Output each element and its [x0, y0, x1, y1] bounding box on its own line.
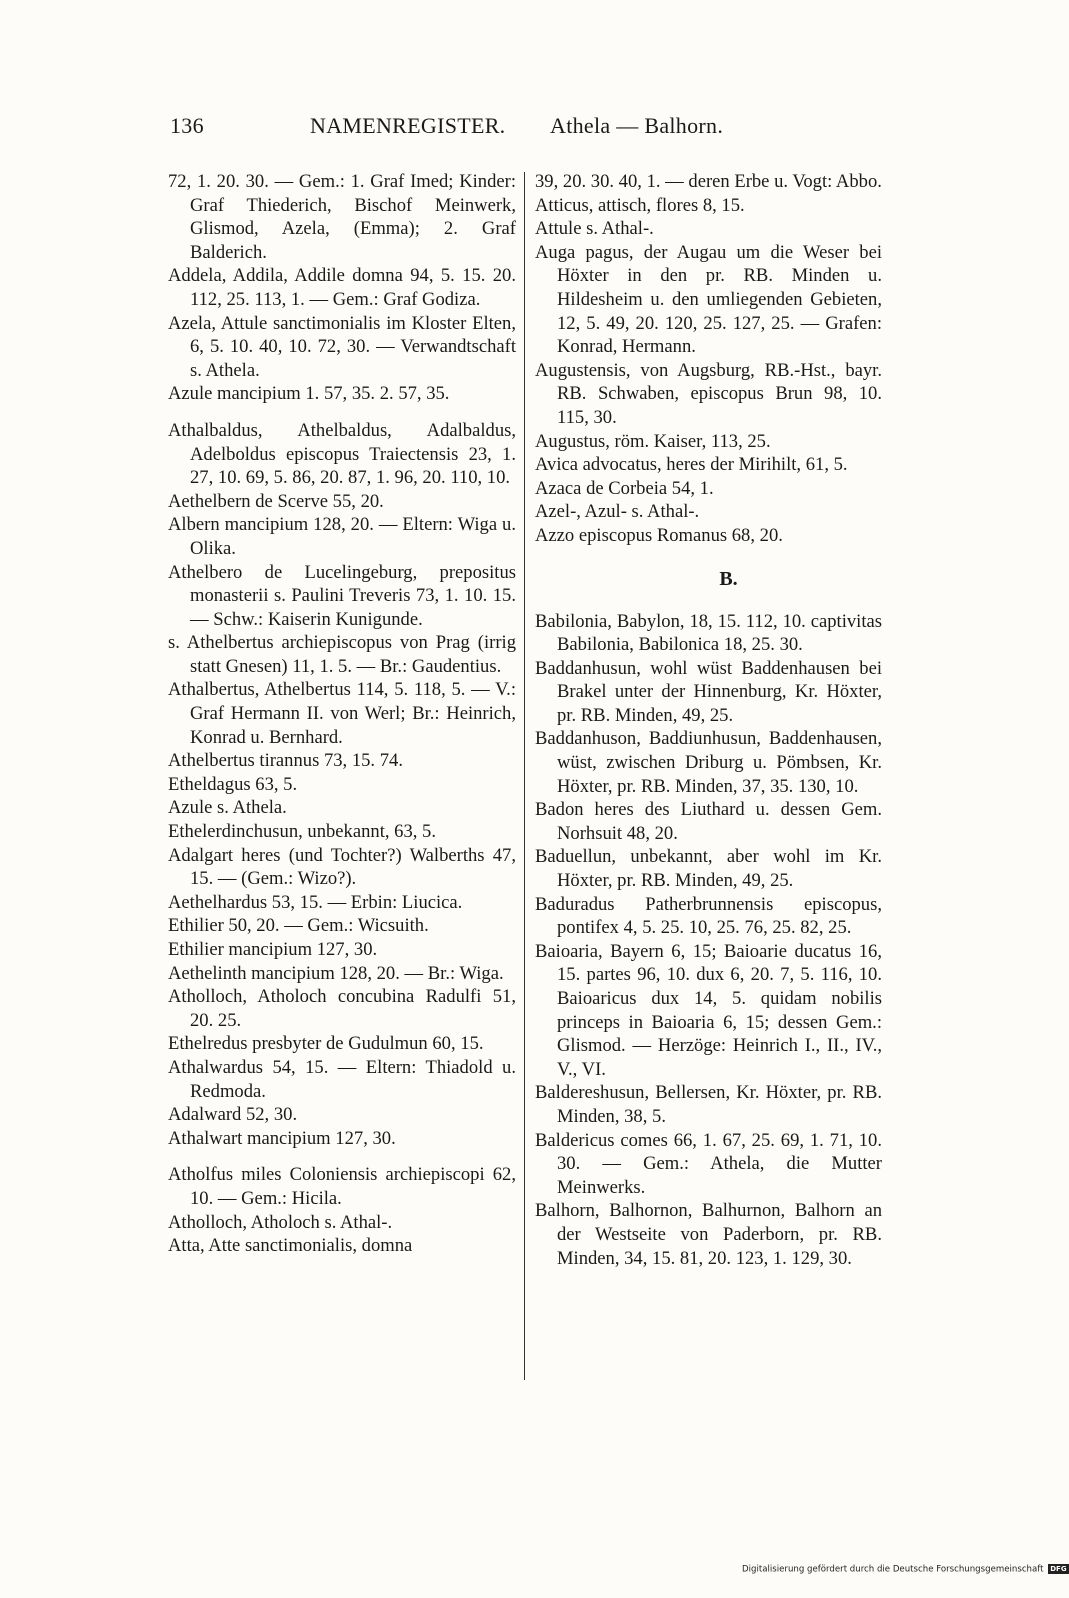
index-entry: Athalwardus 54, 15. — Eltern: Thiadold u. Redmoda.: [168, 1056, 516, 1102]
index-entry: Auga pagus, der Augau um die Weser bei Höxter in den pr. RB. Minden u. Hildesheim u. den umliegenden Gebieten, 12, 5. 49, 20. 120, 25. 127, 25. — Grafen: Konrad, Hermann.: [535, 241, 882, 358]
entry-range: Athela — Balhorn.: [550, 113, 724, 138]
index-entry: Azzo episcopus Romanus 68, 20.: [535, 524, 783, 546]
page-header: [170, 113, 870, 145]
index-entry: Ethilier 50, 20. — Gem.: Wicsuith.: [168, 915, 429, 937]
index-entry: Ethelredus presbyter de Gudulmun 60, 15.: [168, 1033, 484, 1055]
index-entry: Attule s. Athal-.: [535, 218, 654, 240]
index-entry: Azel-, Azul- s. Athal-.: [535, 501, 700, 523]
index-entry: Azule s. Athela.: [168, 797, 287, 819]
index-entry: Baddanhuson, Baddiunhusun, Baddenhausen, wüst, zwischen Driburg u. Pömbsen, Kr. Höxter, pr. RB. Minden, 37, 35. 130, 10.: [535, 728, 882, 797]
index-entry: Atticus, attisch, flores 8, 15.: [535, 194, 745, 216]
right-column-b-entries: [535, 610, 882, 1271]
register-title: NAMENREGISTER.: [310, 113, 506, 138]
index-entry: Balhorn, Balhornon, Balhurnon, Balhorn an der Westseite von Paderborn, pr. RB. Minden, 34, 15. 81, 20. 123, 1. 129, 30.: [535, 1200, 882, 1269]
index-entry: Aethelbern de Scerve 55, 20.: [168, 490, 384, 512]
index-entry: s. Athelbertus archiepiscopus von Prag (irrig statt Gnesen) 11, 1. 5. — Br.: Gaudentius.: [168, 632, 516, 677]
index-entry: Athalwart mancipium 127, 30.: [168, 1127, 396, 1149]
index-entry: Atholfus miles Coloniensis archiepiscopi 62, 10. — Gem.: Hicila.: [168, 1164, 516, 1209]
index-entry: Atholloch, Atholoch concubina Radulfi 51, 20. 25.: [168, 986, 516, 1031]
index-entry: Baddanhusun, wohl wüst Baddenhausen bei Brakel unter der Hinnenburg, Kr. Höxter, pr. RB. Minden, 49, 25.: [535, 657, 882, 726]
index-entry: Baldericus comes 66, 1. 67, 25. 69, 1. 71, 10. 30. — Gem.: Athela, die Mutter Meinwerks.: [535, 1129, 882, 1198]
index-entry: Baduellun, unbekannt, aber wohl im Kr. Höxter, pr. RB. Minden, 49, 25.: [535, 846, 882, 892]
index-entry: Athalbertus, Athelbertus 114, 5. 118, 5. — V.: Graf Hermann II. von Werl; Br.: Heinrich, Konrad u. Bernhard.: [168, 679, 516, 748]
right-column-a-entries: [535, 170, 882, 548]
index-entry: Addela, Addila, Addile domna 94, 5. 15. 20. 112, 25. 113, 1. — Gem.: Graf Godiza.: [168, 265, 516, 310]
index-entry: Baioaria, Bayern 6, 15; Baioarie ducatus 16, 15. partes 96, 10. dux 6, 20. 7, 5. 116, 10. Baioaricus dux 14, 5. quidam nobilis princeps in Baioaria 6, 15; dessen Gem.: Glismod. — Herzöge: Heinrich I., II., IV., V., VI.: [535, 940, 882, 1080]
index-entry: Atta, Atte sanctimonialis, domna: [168, 1235, 413, 1257]
dfg-logo: DFG: [1050, 1565, 1067, 1573]
index-entry: Ethilier mancipium 127, 30.: [168, 939, 378, 960]
index-entry: Azule mancipium 1. 57, 35. 2. 57, 35.: [168, 383, 450, 405]
column-divider: [524, 172, 525, 1380]
section-heading-b: B.: [719, 567, 738, 590]
index-entry: Augustensis, von Augsburg, RB.-Hst., bayr. RB. Schwaben, episcopus Brun 98, 10. 115, 30.: [535, 359, 882, 428]
left-column: [168, 170, 516, 1258]
entry-gap: [168, 406, 516, 419]
index-entry: Aethelinth mancipium 128, 20. — Br.: Wiga.: [168, 962, 504, 984]
index-entry: 72, 1. 20. 30. — Gem.: 1. Graf Imed; Kinder: Graf Thiederich, Bischof Meinwerk, Glismod, Azela, (Emma); 2. Graf Balderich.: [168, 171, 516, 263]
index-entry: Azela, Attule sanctimonialis im Kloster Elten, 6, 5. 10. 40, 10. 72, 30. — Verwandtschaft s. Athela.: [168, 312, 516, 381]
index-entry: Albern mancipium 128, 20. — Eltern: Wiga u. Olika.: [168, 514, 516, 559]
index-entry: Athalbaldus, Athelbaldus, Adalbaldus, Adelboldus episcopus Traiectensis 23, 1. 27, 10. 69, 5. 86, 20. 87, 1. 96, 20. 110, 10.: [168, 419, 516, 489]
index-entry: Atholloch, Atholoch s. Athal-.: [168, 1211, 393, 1233]
index-entry: Babilonia, Babylon, 18, 15. 112, 10. captivitas Babilonia, Babilonica 18, 25. 30.: [535, 610, 882, 656]
index-entry: Adalward 52, 30.: [168, 1104, 298, 1126]
index-entry: Adalgart heres (und Tochter?) Walberths 47, 15. — (Gem.: Wizo?).: [168, 844, 516, 890]
index-entry: Badon heres des Liuthard u. dessen Gem. Norhsuit 48, 20.: [535, 799, 882, 844]
index-entry: Augustus, röm. Kaiser, 113, 25.: [535, 430, 771, 452]
footer-credit: [742, 1564, 1067, 1580]
index-entry: Etheldagus 63, 5.: [168, 773, 298, 795]
index-entry: Baldereshusun, Bellersen, Kr. Höxter, pr. RB. Minden, 38, 5.: [535, 1082, 882, 1127]
index-entry: Ethelerdinchusun, unbekannt, 63, 5.: [168, 821, 437, 843]
index-entry: 39, 20. 30. 40, 1. — deren Erbe u. Vogt: Abbo.: [535, 171, 882, 192]
index-entry: Baduradus Patherbrunnensis episcopus, pontifex 4, 5. 25. 10, 25. 76, 25. 82, 25.: [535, 893, 882, 939]
entry-gap: [168, 1150, 516, 1163]
index-entry: Athelbertus tirannus 73, 15. 74.: [168, 750, 403, 772]
credit-text: Digitalisierung gefördert durch die Deutsche Forschungsgemeinschaft: [742, 1564, 1044, 1575]
index-entry: Athelbero de Lucelingeburg, prepositus monasterii s. Paulini Treveris 73, 1. 10. 15. — Schw.: Kaiserin Kunigunde.: [168, 561, 516, 630]
index-entry: Aethelhardus 53, 15. — Erbin: Liucica.: [168, 891, 463, 913]
index-entry: Avica advocatus, heres der Mirihilt, 61, 5.: [535, 454, 848, 476]
right-column: [535, 170, 882, 1270]
page-number: 136: [170, 113, 204, 138]
index-entry: Azaca de Corbeia 54, 1.: [535, 477, 714, 499]
